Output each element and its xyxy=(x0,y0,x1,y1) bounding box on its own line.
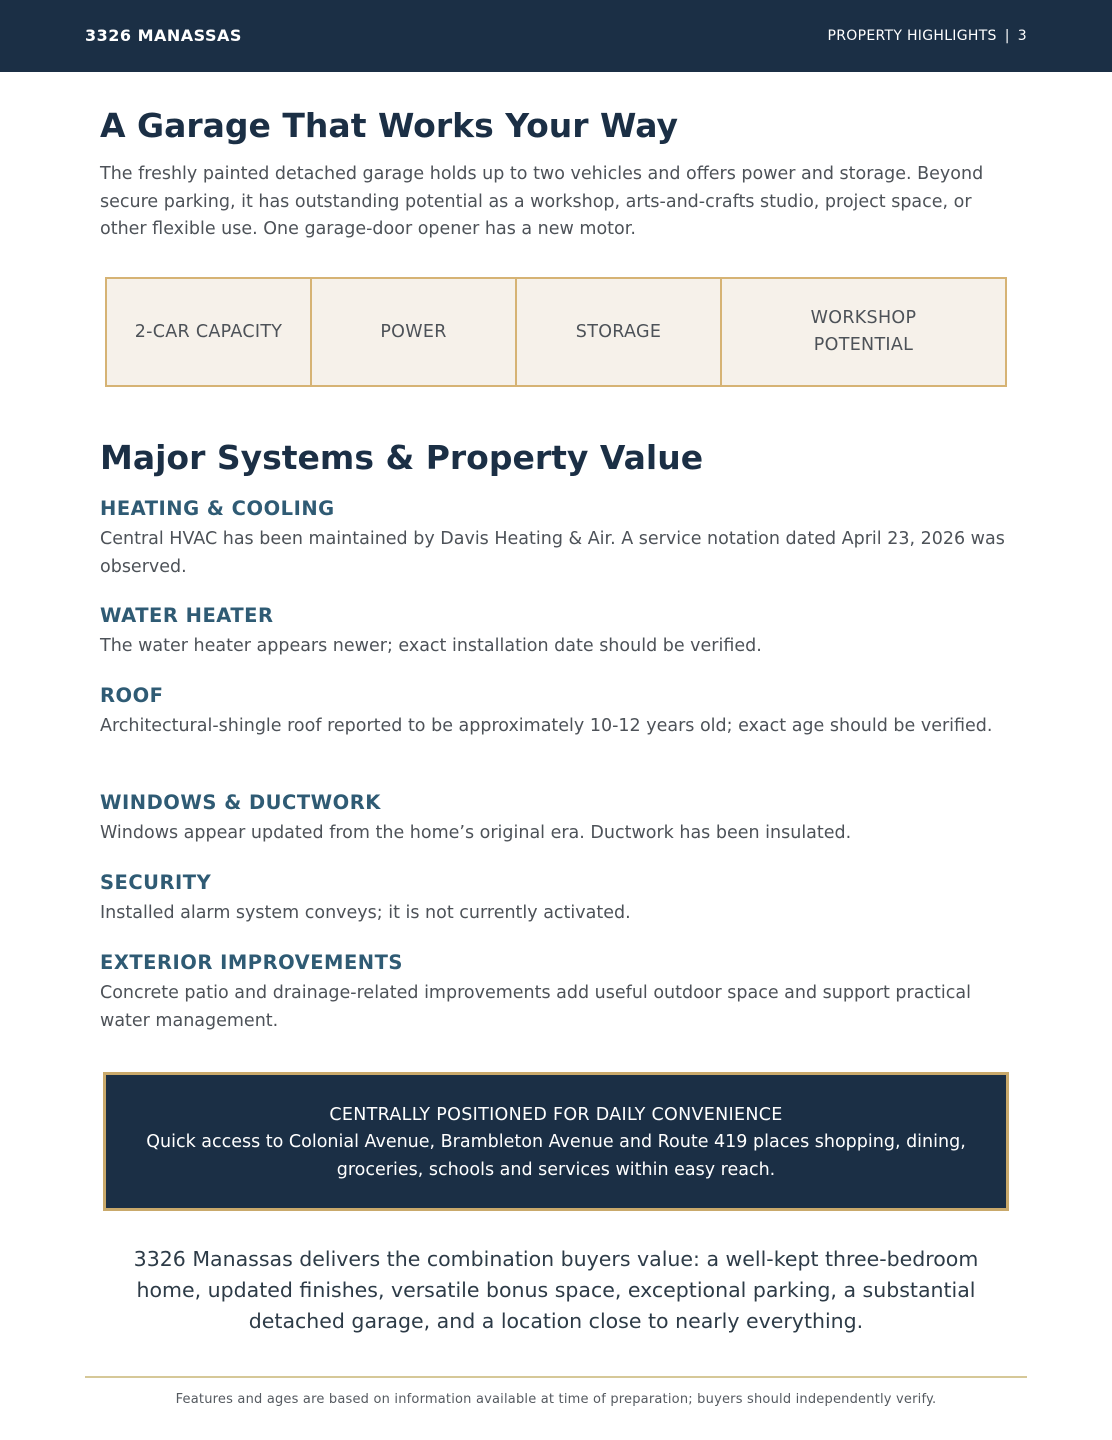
system-label: WATER HEATER xyxy=(100,604,274,627)
disclaimer: Features and ages are based on information available at time of preparation; buyers should independently verify. xyxy=(175,1392,937,1407)
system-label: ROOF xyxy=(100,684,164,707)
garage-heading: A Garage That Works Your Way xyxy=(100,106,678,145)
system-label: WINDOWS & DUCTWORK xyxy=(100,791,381,814)
section-indicator xyxy=(828,28,1027,44)
system-description: Windows appear updated from the home’s original era. Ductwork has been insulated. xyxy=(100,823,852,843)
page-number: 3 xyxy=(1017,28,1027,44)
property-name: 3326 MANASSAS xyxy=(85,26,242,45)
system-item xyxy=(100,871,1020,928)
feature-cell: 2-CAR CAPACITY xyxy=(107,279,312,385)
systems-heading: Major Systems & Property Value xyxy=(100,438,704,477)
system-description: Installed alarm system conveys; it is not currently activated. xyxy=(100,903,631,923)
closing-statement: 3326 Manassas delivers the combination buyers value: a well-kept three-bedroom home, updated finishes, versatile bonus space, exceptional parking, a substantial detached garage, and a location close to nearly everything. xyxy=(133,1247,979,1333)
feature-cell: POWER xyxy=(312,279,517,385)
system-item xyxy=(100,951,1020,1035)
location-callout xyxy=(103,1072,1009,1211)
system-description: Architectural-shingle roof reported to be approximately 10-12 years old; exact age should be verified. xyxy=(100,716,993,736)
section-title: PROPERTY HIGHLIGHTS xyxy=(827,28,997,44)
feature-cell: STORAGE xyxy=(517,279,722,385)
system-label: HEATING & COOLING xyxy=(100,497,335,520)
system-label: EXTERIOR IMPROVEMENTS xyxy=(100,951,403,974)
footer-divider xyxy=(85,1376,1027,1378)
section-separator: | xyxy=(1004,28,1010,44)
feature-cell: WORKSHOP POTENTIAL xyxy=(810,308,917,355)
callout-title: CENTRALLY POSITIONED FOR DAILY CONVENIENCE xyxy=(329,1105,783,1125)
system-description: Central HVAC has been maintained by Davis Heating & Air. A service notation dated April 23, 2026 was observed. xyxy=(100,529,1005,577)
system-description: Concrete patio and drainage-related improvements add useful outdoor space and support practical water management. xyxy=(100,983,971,1031)
system-item xyxy=(100,604,1020,661)
system-item xyxy=(100,791,1020,848)
system-description: The water heater appears newer; exact installation date should be verified. xyxy=(100,636,762,656)
callout-text: Quick access to Colonial Avenue, Brambleton Avenue and Route 419 places shopping, dining, groceries, schools and services within easy reach. xyxy=(146,1132,966,1180)
system-item xyxy=(100,684,1020,741)
system-label: SECURITY xyxy=(100,871,212,894)
system-item xyxy=(100,497,1020,581)
header-bar xyxy=(0,0,1112,72)
garage-features xyxy=(105,277,1007,387)
garage-intro: The freshly painted detached garage holds up to two vehicles and offers power and storage. Beyond secure parking, it has outstanding potential as a workshop, arts-and-crafts studio, project space, or other flexible use. One garage-door opener has a new motor. xyxy=(100,164,984,239)
